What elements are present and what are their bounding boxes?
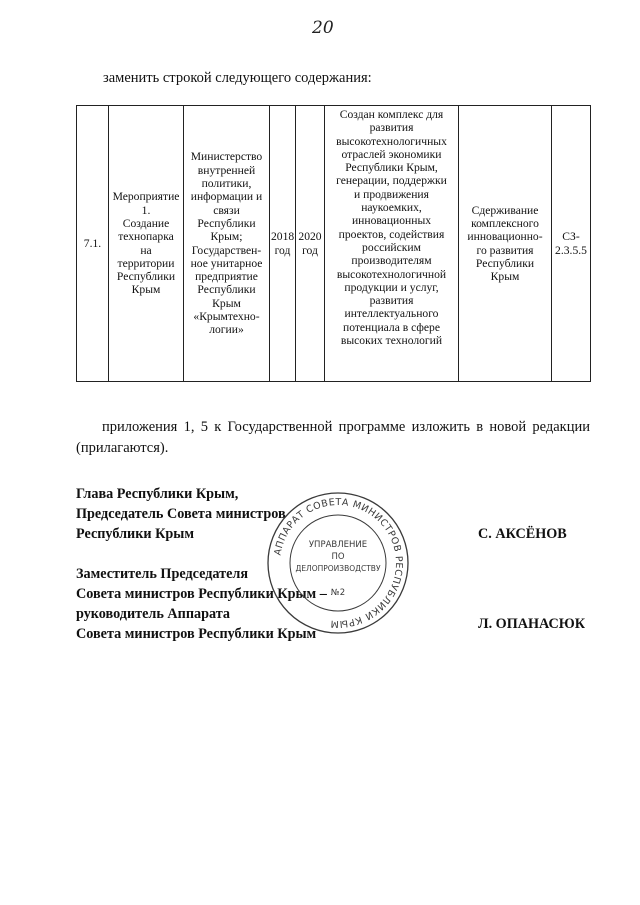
- row-number: 7.1.: [83, 236, 102, 250]
- stamp-center-line-2: ПО: [331, 552, 345, 562]
- start-year: 2018 год: [271, 230, 295, 257]
- measure-cell: [109, 106, 184, 382]
- result-text: Создан комплекс для развития высокотехнологичных отраслей экономики Республики Крым, генерации, поддержки и продвижения наукоемких, инновационных проектов, содействия российским производителям высокотехнологичной продукции и услуг, развития интеллектуального потенциала в сфере высоких технологий: [336, 108, 447, 348]
- stamp-center-line-1: УПРАВЛЕНИЕ: [308, 540, 368, 550]
- executors-text: Министерство внутренней политики, информации и связи Республики Крым; Государствен- ное унитарное предприятие Республики Крым «Крымтехно- логии»: [190, 150, 263, 337]
- end-year-cell: [296, 106, 325, 382]
- deputy-title-line-4: Совета министров Республики Крым: [76, 626, 317, 642]
- head-title-line-2: Председатель Совета министров: [76, 506, 286, 522]
- intro-text: заменить строкой следующего содержания:: [103, 70, 372, 86]
- head-name: С. АКСЁНОВ: [478, 526, 567, 542]
- stamp-outer-ring: [268, 493, 408, 633]
- page-number: 20: [312, 18, 334, 38]
- start-year-cell: [270, 106, 296, 382]
- program-table: [76, 105, 591, 382]
- row-number-cell: [77, 106, 109, 382]
- table-row: [77, 106, 591, 382]
- code-text: СЗ- 2.3.5.5: [555, 230, 587, 257]
- executors-cell: [184, 106, 270, 382]
- head-title-line-1: Глава Республики Крым,: [76, 486, 239, 502]
- paragraph: приложения 1, 5 к Государственной программе изложить в новой редакции (прилагаются).: [76, 419, 590, 456]
- result-cell: [325, 106, 459, 382]
- stamp-ring-text: АППАРАТ СОВЕТА МИНИСТРОВ РЕСПУБЛИКИ КРЫМ: [272, 496, 405, 630]
- official-stamp: [266, 491, 410, 635]
- measure-text: Мероприятие 1. Создание технопарка на территории Республики Крым: [112, 190, 180, 297]
- deputy-title-line-3: руководитель Аппарата: [76, 606, 230, 622]
- stamp-center-line-3: ДЕЛОПРОИЗВОДСТВУ: [295, 564, 381, 573]
- consequences-text: Сдерживание комплексного инновационно- го развития Республики Крым: [467, 203, 543, 284]
- deputy-title-line-1: Заместитель Председателя: [76, 566, 249, 582]
- consequences-cell: [459, 106, 552, 382]
- deputy-title-line-2: Совета министров Республики Крым –: [76, 586, 327, 602]
- end-year: 2020 год: [298, 230, 322, 257]
- deputy-name: Л. ОПАНАСЮК: [478, 616, 586, 632]
- stamp-number: №2: [330, 588, 346, 598]
- head-title-line-3: Республики Крым: [76, 526, 195, 542]
- code-cell: [552, 106, 591, 382]
